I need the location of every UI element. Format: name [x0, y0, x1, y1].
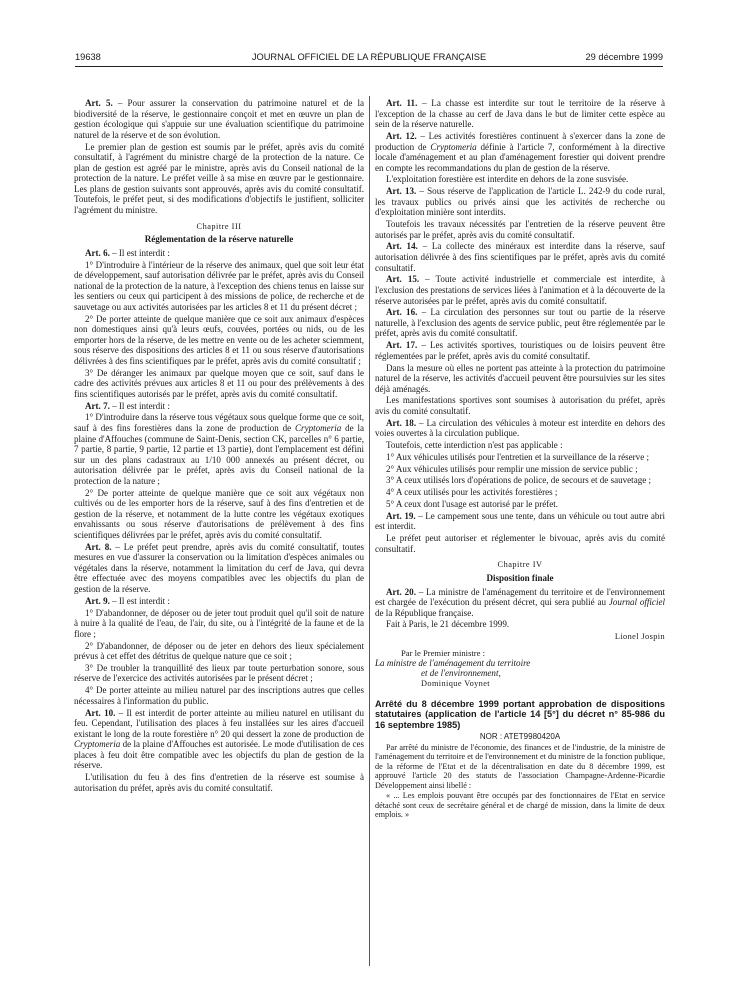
paragraph: 3° De troubler la tranquillité des lieux par toute perturbation sonore, sous réserve de l'exercice des activités autorisées par le présent décret ; [74, 662, 364, 684]
right-column [375, 98, 665, 821]
article-12: Art. 12. – Les activités forestières continuent à s'exercer dans la zone de production de Cryptomeria définie à l'article 7, conformément à la directive locale d'aménagement et au plan d'aménagement forestier qui doivent prendre en compte les recommandations du plan de gestion de la réserve. [375, 130, 665, 173]
article-label: Art. 13. [386, 186, 417, 197]
paragraph: Les manifestations sportives sont soumises à autorisation du préfet, après avis du comité consultatif. [375, 395, 665, 417]
paragraph: 1° D'introduire dans la réserve tous végétaux sous quelque forme que ce soit, sauf à des fins forestières dans la zone de production de Cryptomeria de la plaine d'Affouches (commune de Saint-Denis, section CK, parcelles n° 6 partie, 7 partie, 8 partie, 9 partie, 12 partie et 13 partie), dont l'emplacement est défini sur un des plans cadastraux au 1/10 000 annexés au présent décret, ou autorisation délivrée par le préfet, après avis du Conseil national de la protection de la nature ; [74, 412, 364, 486]
article-label: Art. 15. [386, 274, 420, 285]
arrete-title: Arrêté du 8 décembre 1999 portant approbation de dispositions statutaires (application de l'article 14 [5°] du décret n° 85-986 du 16 septembre 1985) [375, 698, 665, 730]
paragraph: Le premier plan de gestion est soumis par le préfet, après avis du comité consultatif, à l'agrément du ministre chargé de la protection de la nature. Ce plan de gestion est agréé par le ministre, après avis du Conseil national de la protection de la nature. Le préfet veille à sa mise en œuvre par le gestionnaire. Les plans de gestion suivants sont approuvés, après avis du comité consultatif. Toutefois, le préfet peut, si des modifications d'objectifs le justifient, solliciter l'agrément du ministre. [74, 141, 364, 215]
article-7: Art. 7. – Il est interdit : [85, 400, 170, 411]
article-label: Art. 7. [85, 400, 110, 411]
article-10: Art. 10. – Il est interdit de porter atteinte au milieu naturel en utilisant du feu. Cependant, l'utilisation des places à feu installées sur les aires d'accueil existant le long de la route forestière n° 20 qui dessert la zone de production de Cryptomeria de la plaine d'Affouches est autorisée. Le mode d'utilisation de ces places à feu doit être compatible avec les objectifs du plan de gestion de la réserve. [74, 707, 364, 771]
paragraph: Dans la mesure où elles ne portent pas atteinte à la protection du patrimoine naturel de la réserve, les activités d'accueil peuvent être poursuivies sur les sites déjà aménagés. [375, 362, 665, 394]
paragraph: 2° De porter atteinte de quelque manière que ce soit aux animaux d'espèces non domestiques ainsi qu'à leurs œufs, couvées, portées ou nids, ou de les emporter hors de la réserve, de les mettre en vente ou de les acheter sciemment, sous réserve des dispositions des articles 8 et 11 ou sous réserve d'autorisations délivrées à des fins scientifiques par le préfet, après avis du comité consultatif ; [74, 313, 364, 366]
article-16: Art. 16. – La circulation des personnes sur tout ou partie de la réserve naturelle, à l'exclusion des agents de service public, peut être réglementée par le préfet, après avis du comité consultatif. [375, 307, 665, 339]
header-rule [75, 66, 663, 67]
article-label: Art. 14. [386, 241, 418, 252]
countersignature [375, 648, 665, 689]
paragraph: 1° D'introduire à l'intérieur de la réserve des animaux, quel que soit leur état de développement, sauf autorisation délivrée par le préfet, après avis du Conseil national de la protection de la nature, à l'exception des chiens tenus en laisse sur les sentiers ou ceux qui participent à des missions de police, de recherche et de sauvetage ou aux activités autorisées par les articles 8 et 11 du présent décret ; [74, 259, 364, 312]
journal-title: JOURNAL OFFICIEL DE LA RÉPUBLIQUE FRANÇAISE [251, 52, 487, 62]
article-label: Art. 18. [386, 417, 417, 428]
article-label: Art. 16. [386, 307, 418, 318]
signatory-name: Lionel Jospin [614, 632, 665, 642]
article-6: Art. 6. – Il est interdit : [85, 247, 170, 258]
paragraph: 2° De porter atteinte de quelque manière que ce soit aux végétaux non cultivés ou de les emporter hors de la réserve, sauf à des fins d'entretien et de gestion de la réserve, et notamment de la lutte contre les végétaux exotiques envahissants ou sous réserve d'autorisations de prélèvement à des fins scientifiques délivrées par le préfet, après avis du comité consultatif. [74, 487, 364, 540]
article-label: Art. 20. [386, 586, 416, 597]
paragraph: Toutefois les travaux nécessités par l'entretien de la réserve peuvent être autorisés par le préfet, après avis du comité consultatif. [375, 219, 665, 240]
par-premier-ministre: Par le Premier ministre : [401, 647, 486, 658]
column-separator [369, 96, 370, 966]
paragraph: 2° D'abandonner, de déposer ou de jeter en dehors des lieux spécialement prévus à cet effet des détritus de quelque nature que ce soit ; [74, 640, 364, 662]
issue-date: 29 décembre 1999 [585, 52, 663, 62]
article-label: Art. 11. [386, 98, 418, 108]
article-15: Art. 15. – Toute activité industrielle et commerciale est interdite, à l'exclusion des prestations de services liées à l'animation et à la découverte de la réserve autorisées par le préfet, après avis du comité consultatif. [375, 274, 665, 306]
article-8: Art. 8. – Le préfet peut prendre, après avis du comité consultatif, toutes mesures en vue d'assurer la conservation ou la limitation d'espèces animales ou végétales dans la réserve, notamment la limitation du cerf de Java, qui devra être effectuée avec des moyens compatibles avec les objectifs du plan de gestion de la réserve. [74, 541, 365, 595]
article-19: Art. 19. – Le campement sous une tente, dans un véhicule ou tout autre abri est interdit. [375, 510, 665, 532]
article-11: Art. 11. – La chasse est interdite sur tout le territoire de la réserve à l'exception de la chasse au cerf de Java dans le but de limiter cette espèce au sein de la réserve naturelle. [375, 98, 665, 130]
minister-title-cont: et de l'environnement, [421, 668, 501, 679]
paragraph: « ... Les emplois pouvant être occupés par des fonctionnaires de l'Etat en service détaché sont ceux de secrétaire général et de chargé de mission, dans la limite de deux emplois. » [375, 791, 665, 820]
paragraph: L'exploitation forestière est interdite en dehors de la zone susvisée. [386, 174, 629, 185]
article-13: Art. 13. – Sous réserve de l'application de l'article L. 242-9 du code rural, les travaux publics ou privés ainsi que les activités de recherche ou d'exploitation minière sont interdits. [375, 186, 665, 218]
page-header [75, 52, 663, 66]
article-9: Art. 9. – Il est interdit : [85, 595, 170, 606]
nor-reference: NOR : ATET9980420A [479, 732, 561, 742]
paragraph: 3° A ceux utilisés lors d'opérations de police, de secours et de sauvetage ; [386, 475, 652, 486]
article-5: Art. 5. – Pour assurer la conservation du patrimoine naturel et de la biodiversité de la réserve, le gestionnaire conçoit et met en œuvre un plan de gestion écologique qui s'appuie sur une évaluation scientifique du patrimoine naturel de la réserve et de son évolution. [74, 98, 364, 140]
chapter-heading: Chapitre III [196, 221, 242, 231]
article-14: Art. 14. – La collecte des minéraux est interdite dans la réserve, sauf autorisation délivrée à des fins scientifiques par le préfet, après avis du comité consultatif. [375, 241, 665, 273]
paragraph: 5° A ceux dont l'usage est autorisé par le préfet. [386, 499, 559, 509]
article-label: Art. 8. [85, 541, 112, 552]
article-label: Art. 19. [386, 510, 416, 521]
chapter-heading: Chapitre IV [497, 560, 543, 570]
paragraph: Le préfet peut autoriser et réglementer le bivouac, après avis du comité consultatif. [375, 533, 665, 554]
article-label: Art. 9. [85, 595, 110, 606]
article-label: Art. 5. [85, 98, 113, 108]
paragraph: Par arrêté du ministre de l'économie, des finances et de l'industrie, de la ministre de l'aménagement du territoire et de l'environnement et du ministre de la fonction publique, de la réforme de l'Etat et de la décentralisation en date du 8 décembre 1999, est approuvé l'article 20 des statuts de l'association Champagne-Ardenne-Picardie Développement ainsi libellé : [375, 742, 665, 790]
left-column [74, 98, 364, 795]
paragraph: 3° De déranger les animaux par quelque moyen que ce soit, sauf dans le cadre des activités prévues aux articles 8 et 11 ou pour des prélèvements à des fins scientifiques autorisés par le préfet, après avis du comité consultatif. [74, 367, 364, 399]
paragraph: 4° De porter atteinte au milieu naturel par des inscriptions autres que celles nécessaires à l'information du public. [74, 685, 364, 706]
paragraph: 1° D'abandonner, de déposer ou de jeter tout produit quel qu'il soit de nature à nuire à la qualité de l'eau, de l'air, du site, ou à l'intégrité de la faune et de la flore ; [74, 607, 364, 639]
article-label: Art. 10. [85, 707, 116, 718]
paragraph: Toutefois, cette interdiction n'est pas applicable : [386, 440, 563, 451]
paragraph: 4° A ceux utilisés pour les activités forestières ; [386, 487, 558, 498]
signature-date: Fait à Paris, le 21 décembre 1999. [386, 619, 510, 630]
page-number: 19638 [75, 52, 101, 62]
paragraph: 2° Aux véhicules utilisés pour remplir une mission de service public ; [386, 463, 638, 474]
paragraph: 1° Aux véhicules utilisés pour l'entretien et la surveillance de la réserve ; [386, 451, 649, 462]
minister-name: Dominique Voynet [421, 678, 491, 688]
article-18: Art. 18. – La circulation des véhicules à moteur est interdite en dehors des voies ouvertes à la circulation publique. [375, 417, 665, 439]
article-label: Art. 17. [386, 340, 418, 351]
minister-title: La ministre de l'aménagement du territoire [375, 657, 531, 668]
article-20: Art. 20. – La ministre de l'aménagement du territoire et de l'environnement est chargée de l'exécution du présent décret, qui sera publié au Journal officiel de la République française. [375, 586, 665, 618]
paragraph: L'utilisation du feu à des fins d'entretien de la réserve est soumise à autorisation du préfet, après avis du comité consultatif. [74, 772, 364, 793]
article-label: Art. 6. [85, 247, 110, 258]
article-label: Art. 12. [386, 130, 417, 141]
chapter-title: Disposition finale [486, 572, 554, 583]
chapter-title: Réglementation de la réserve naturelle [144, 234, 294, 245]
article-17: Art. 17. – Les activités sportives, touristiques ou de loisirs peuvent être réglementées par le préfet, après avis du comité consultatif. [375, 340, 665, 361]
